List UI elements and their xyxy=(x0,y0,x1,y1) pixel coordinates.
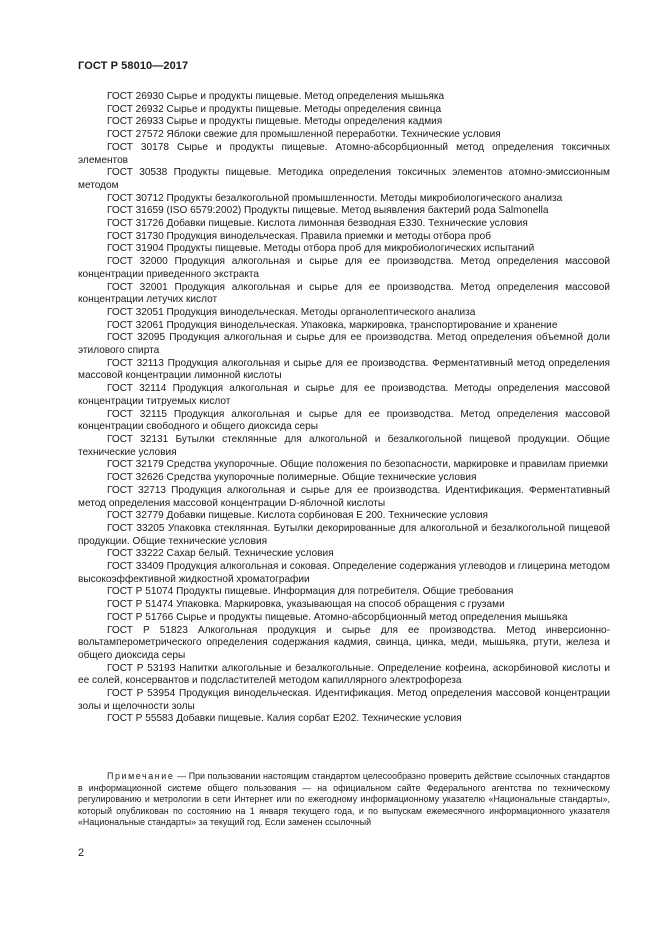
note-paragraph xyxy=(78,771,610,829)
reference-item: ГОСТ 30538 Продукты пищевые. Методика определения токсичных элементов атомно-эмиссионным методом xyxy=(78,167,610,191)
reference-item: ГОСТ 32001 Продукция алкогольная и сырье для ее производства. Метод определения массовой концентрации летучих кислот xyxy=(78,281,610,306)
reference-item: ГОСТ Р 51823 Алкогольная продукция и сырье для ее производства. Метод инверсионно-вольтамперометрического определения содержания кадмия, свинца, цинка, меди, мышьяка, ртути, железа и общего диоксида серы xyxy=(78,624,610,661)
reference-item: ГОСТ 27572 Яблоки свежие для промышленной переработки. Технические условия xyxy=(107,129,501,141)
reference-item: ГОСТ 33222 Сахар белый. Технические условия xyxy=(107,548,334,560)
page-number: 2 xyxy=(78,847,85,859)
reference-item: ГОСТ 31659 (ISO 6579:2002) Продукты пищевые. Метод выявления бактерий рода Salmonella xyxy=(107,205,549,217)
normative-references-list xyxy=(78,91,610,726)
reference-item: ГОСТ 26933 Сырье и продукты пищевые. Методы определения кадмия xyxy=(107,116,443,128)
reference-item: ГОСТ Р 51766 Сырье и продукты пищевые. Атомно-абсорбционный метод определения мышьяка xyxy=(107,611,568,623)
reference-item: ГОСТ 32095 Продукция алкогольная и сырье для ее производства. Метод определения объемной доли этилового спирта xyxy=(78,332,610,357)
reference-item: ГОСТ 32713 Продукция алкогольная и сырье для ее производства. Идентификация. Ферментативный метод определения массовой концентрации D-яблочной кислоты xyxy=(78,484,610,509)
reference-item: ГОСТ 33409 Продукция алкогольная и соковая. Определение содержания углеводов и глицерина методом высокоэффективной жидкостной хроматографии xyxy=(78,561,610,585)
reference-item: ГОСТ Р 53193 Напитки алкогольные и безалкогольные. Определение кофеина, аскорбиновой кислоты и ее солей, консервантов и подсластителей методом капиллярного электрофореза xyxy=(78,662,610,687)
reference-item: ГОСТ 32626 Средства укупорочные полимерные. Общие технические условия xyxy=(107,472,477,484)
note-label: Примечание xyxy=(107,771,175,781)
reference-item: ГОСТ Р 55583 Добавки пищевые. Калия сорбат Е202. Технические условия xyxy=(107,713,462,725)
reference-item: ГОСТ 32114 Продукция алкогольная и сырье для ее производства. Методы определения массовой концентрации титруемых кислот xyxy=(78,383,610,407)
reference-item: ГОСТ 26930 Сырье и продукты пищевые. Метод определения мышьяка xyxy=(107,91,445,102)
reference-item: ГОСТ 32000 Продукция алкогольная и сырье для ее производства. Метод определения массовой концентрации приведенного экстракта xyxy=(78,256,610,280)
reference-item: ГОСТ 32113 Продукция алкогольная и сырье для ее производства. Ферментативный метод определения массовой концентрации лимонной кислоты xyxy=(78,357,610,382)
reference-item: ГОСТ 32061 Продукция винодельческая. Упаковка, маркировка, транспортирование и хранение xyxy=(107,319,558,331)
reference-item: ГОСТ 32131 Бутылки стеклянные для алкогольной и безалкогольной пищевой продукции. Общие технические условия xyxy=(78,433,610,458)
reference-item: ГОСТ 30178 Сырье и продукты пищевые. Атомно-абсорбционный метод определения токсичных элементов xyxy=(78,141,610,166)
reference-item: ГОСТ Р 51074 Продукты пищевые. Информация для потребителя. Общие требования xyxy=(107,586,514,598)
reference-item: ГОСТ 31726 Добавки пищевые. Кислота лимонная безводная Е330. Технические условия xyxy=(107,218,528,230)
reference-item: ГОСТ 26932 Сырье и продукты пищевые. Методы определения свинца xyxy=(107,103,442,115)
reference-item: ГОСТ Р 53954 Продукция винодельческая. Идентификация. Метод определения массовой концентрации золы и щелочности золы xyxy=(78,688,610,712)
reference-item: ГОСТ 32779 Добавки пищевые. Кислота сорбиновая Е 200. Технические условия xyxy=(107,510,488,522)
note-text: — При пользовании настоящим стандартом целесообразно проверить действие ссылочных стандартов в информационной системе общего пользования — на официальном сайте Федерального агентства по техническому регулированию и метрологии в сети Интернет или по ежегодному информационному указателю «Национальные стандарты», который опубликован по состоянию на 1 января текущего года, и по выпускам ежемесячного информационного указателя «Национальные стандарты» за текущий год. Если заменен ссылочный xyxy=(78,771,610,828)
reference-item: ГОСТ 31730 Продукция винодельческая. Правила приемки и методы отбора проб xyxy=(107,230,492,242)
reference-item: ГОСТ 31904 Продукты пищевые. Методы отбора проб для микробиологических испытаний xyxy=(107,243,535,255)
reference-item: ГОСТ 33205 Упаковка стеклянная. Бутылки декорированные для алкогольной и безалкогольной пищевой продукции. Общие технические условия xyxy=(78,522,610,547)
reference-item: ГОСТ 32179 Средства укупорочные. Общие положения по безопасности, маркировке и правилам приемки xyxy=(107,459,609,471)
reference-item: ГОСТ Р 51474 Упаковка. Маркировка, указывающая на способ обращения с грузами xyxy=(107,599,505,611)
reference-item: ГОСТ 32115 Продукция алкогольная и сырье для ее производства. Метод определения массовой концентрации свободного и общего диоксида серы xyxy=(78,408,610,433)
document-header: ГОСТ Р 58010—2017 xyxy=(78,60,189,72)
reference-item: ГОСТ 32051 Продукция винодельческая. Методы органолептического анализа xyxy=(107,306,476,318)
reference-item: ГОСТ 30712 Продукты безалкогольной промышленности. Методы микробиологического анализа xyxy=(107,192,563,204)
